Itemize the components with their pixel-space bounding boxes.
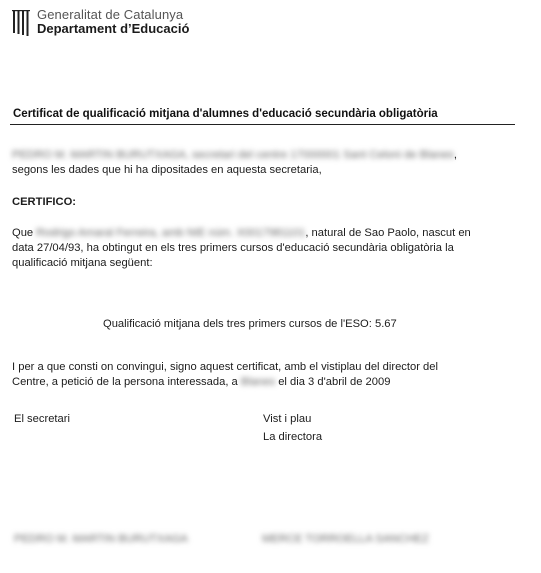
body-line-3: qualificació mitjana següent: [12,257,153,269]
redacted-student-info: Rodrigo Amaral Ferreira, amb NIE núm. X0017981101 [36,227,306,239]
body-line-1-tail: , natural de Sao Paolo, nascut en [305,227,471,239]
director-name-redacted: MERCE TORROELLA SANCHEZ [262,533,429,545]
body-que: Que [12,227,34,239]
organization-name [37,8,189,36]
director-label: La directora [263,431,323,443]
intro-line-2: segons les dades que hi ha dipositades en aquesta secretaria, [12,164,322,176]
closing-line-2 [12,375,390,390]
closing-line-1: I per a que consti on convingui, signo aquest certificat, amb el vistiplau del director del [12,361,438,373]
closing-line-2-tail: el dia 3 d'abril de 2009 [278,376,391,388]
secretary-label: El secretari [14,413,70,425]
closing-line-2-head: Centre, a petició de la persona interessada, a [12,376,238,388]
title-divider [10,124,515,125]
redacted-secretary-info: PEDRO M. MARTIN BURUTXAGA, secretari del centre 17000001 Sant Celoni de Blanes [12,149,454,161]
vist-i-plau-label: Vist i plau [263,413,312,425]
average-grade-line: Qualificació mitjana dels tres primers cursos de l'ESO: 5.67 [103,318,397,330]
org-line-2: Departament d’Educació [37,21,190,36]
generalitat-logo-icon [12,10,30,36]
org-line-1: Generalitat de Catalunya [37,7,184,22]
body-line-2: data 27/04/93, ha obtingut en els tres primers cursos d'educació secundària obligatòria la [12,242,454,254]
intro-line-1: PEDRO M. MARTIN BURUTXAGA, secretari del centre 17000001 Sant Celoni de Blanes, [12,149,457,161]
redacted-place: Blanes [240,376,276,388]
secretary-name-redacted: PEDRO M. MARTIN BURUTXAGA [14,533,188,545]
certifico-heading: CERTIFICO: [12,196,77,208]
body-line-1 [12,226,471,241]
document-title: Certificat de qualificació mitjana d'alumnes d'educació secundària obligatòria [13,108,438,120]
